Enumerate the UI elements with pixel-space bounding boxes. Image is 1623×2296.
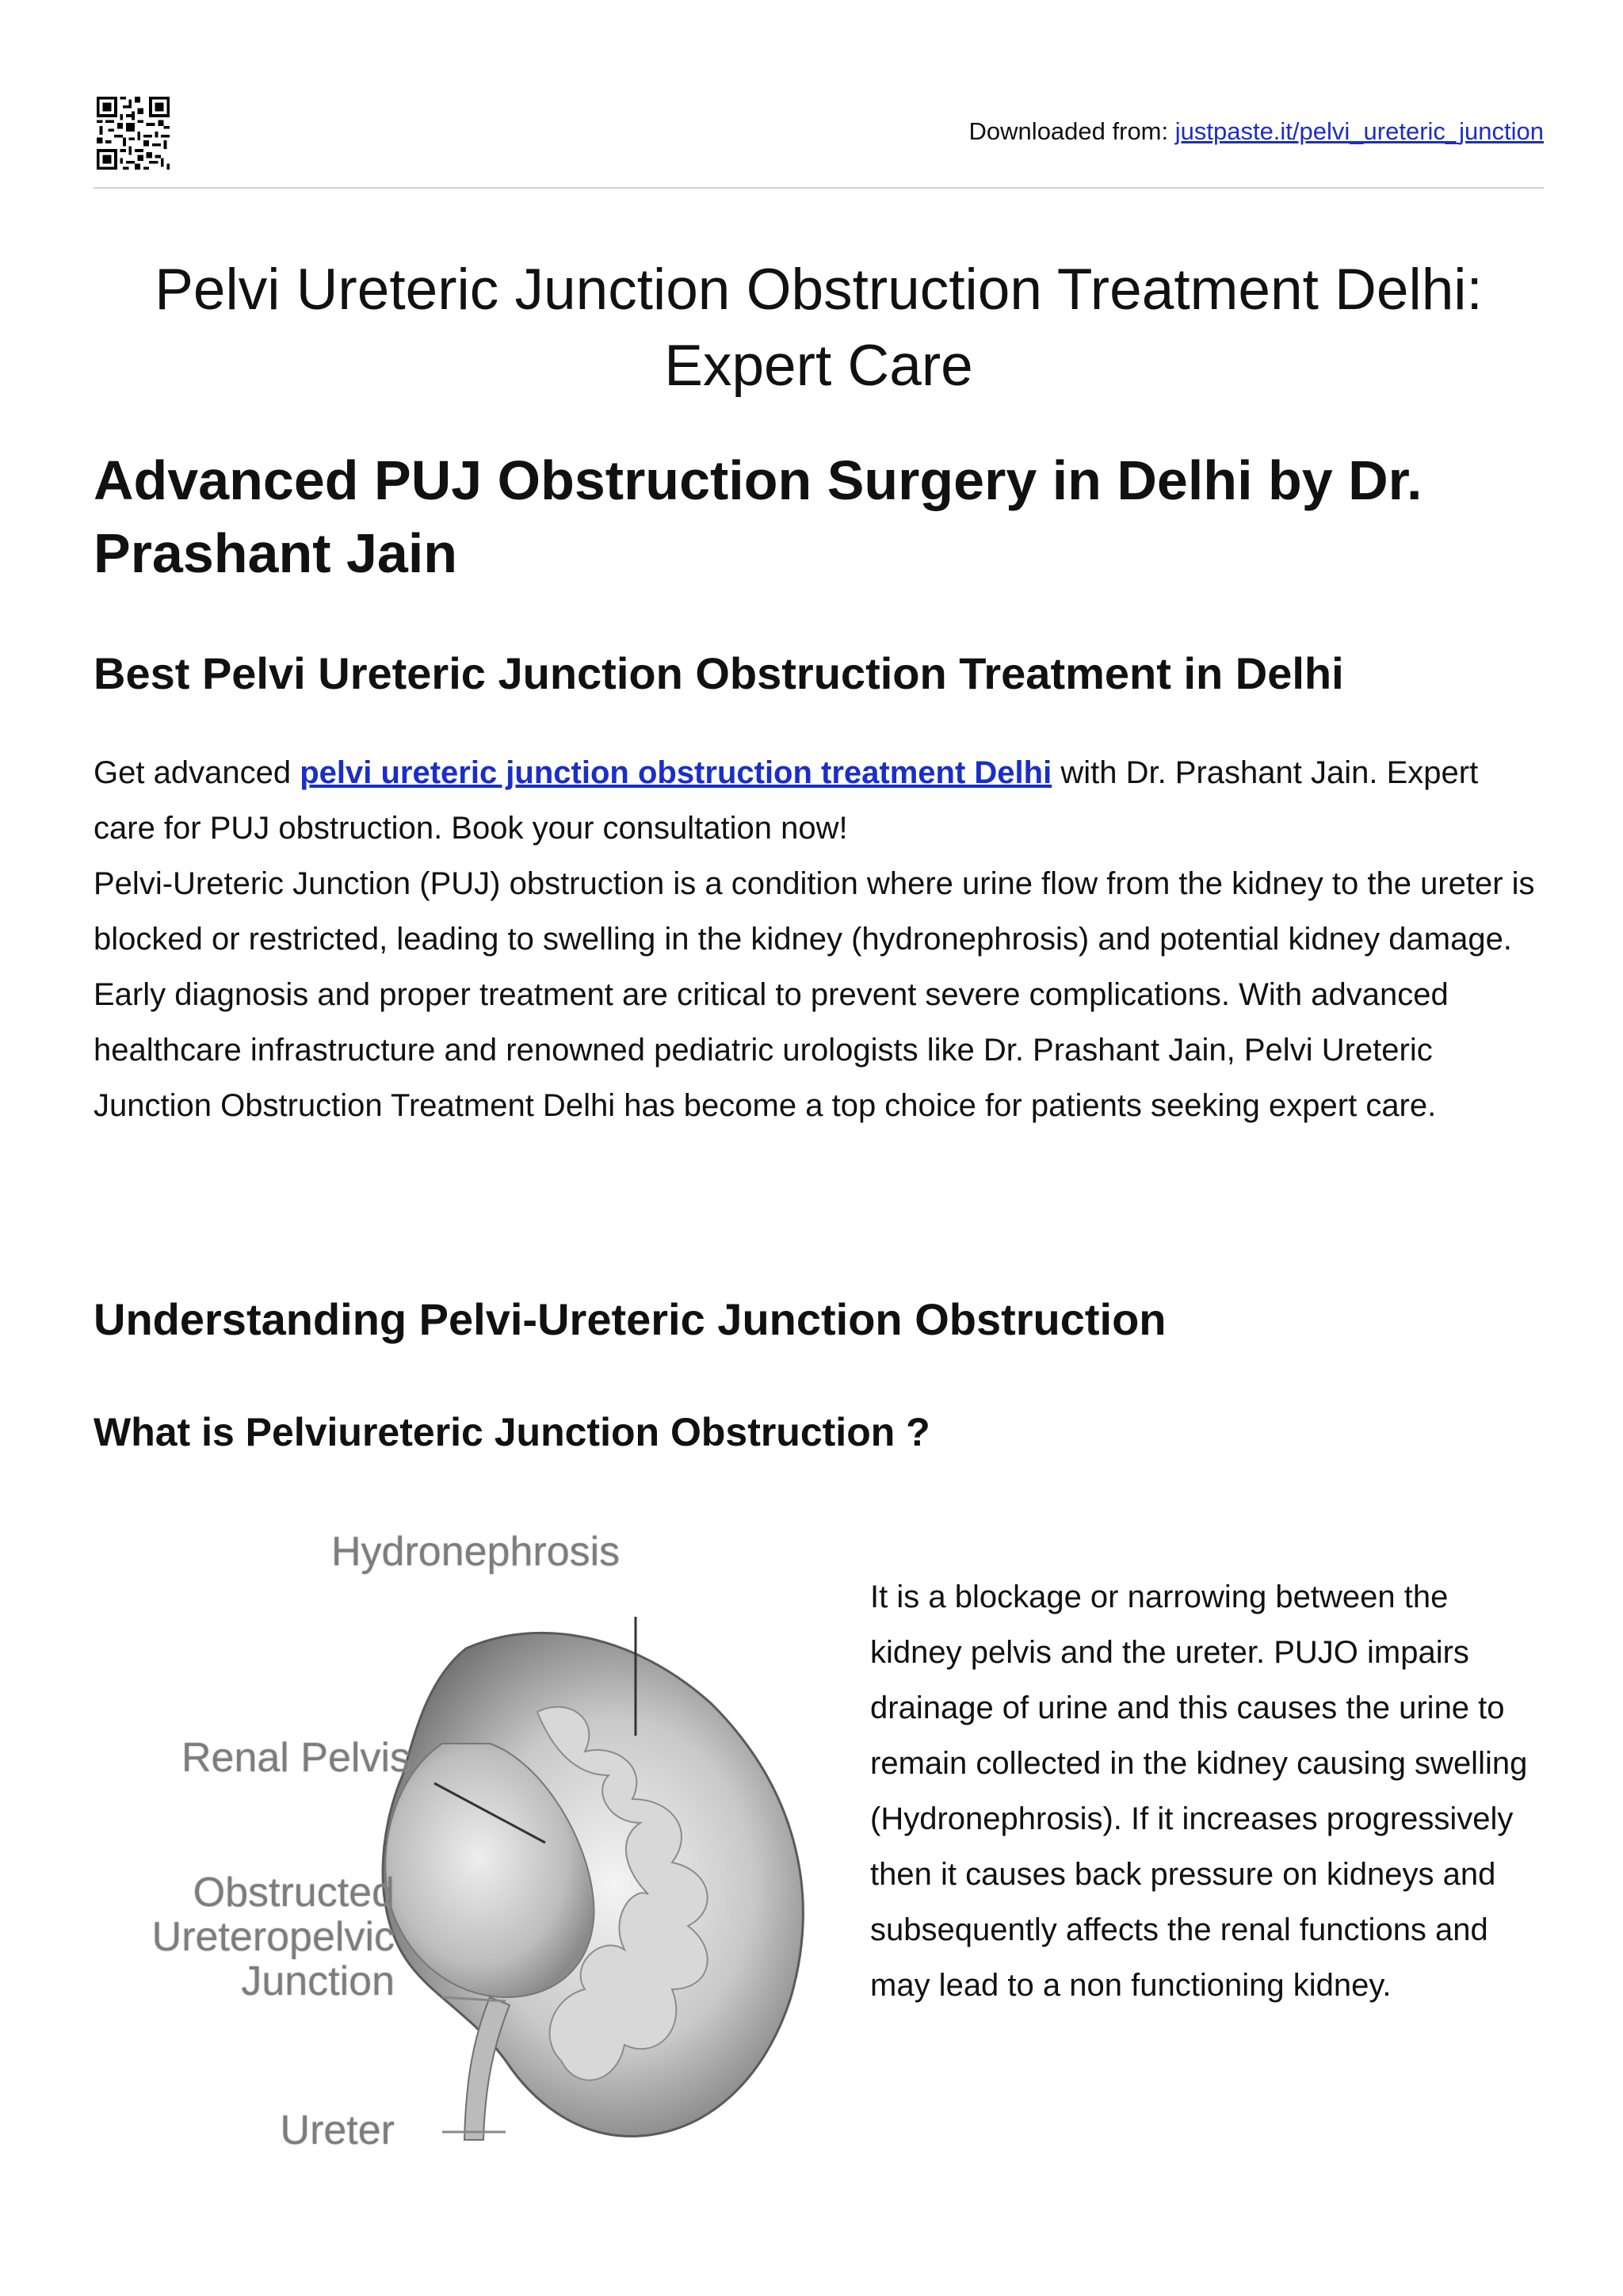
intro-paragraph xyxy=(94,745,1544,1133)
label-ureter: Ureter xyxy=(280,2107,395,2153)
downloaded-prefix: Downloaded from: xyxy=(968,117,1175,145)
heading-best-treatment: Best Pelvi Ureteric Junction Obstruction Treatment in Delhi xyxy=(94,648,1344,698)
source-link[interactable]: justpaste.it/pelvi_ureteric_junction xyxy=(1174,117,1544,145)
heading-understanding: Understanding Pelvi-Ureteric Junction Obstruction xyxy=(94,1294,1167,1344)
page-title-line2: Expert Care xyxy=(664,334,973,398)
treatment-link[interactable]: pelvi ureteric junction obstruction treatment Delhi xyxy=(300,755,1052,790)
page-header xyxy=(94,94,1544,189)
heading-main: Advanced PUJ Obstruction Surgery in Delhi by Dr. Prashant Jain xyxy=(94,449,1423,584)
qr-code-icon xyxy=(97,97,170,170)
page-title xyxy=(94,252,1544,404)
intro-body: Pelvi-Ureteric Junction (PUJ) obstruction is a condition where urine flow from the kidney to the ureter is blocked or restricted, leading to swelling in the kidney (hydronephrosis) and potential kidney damage. Early diagnosis and proper treatment are critical to prevent severe complications. With advanced healthcare infrastructure and renowned pediatric urologists like Dr. Prashant Jain, Pelvi Ureteric Junction Obstruction Treatment Delhi has become a top choice for patients seeking expert care. xyxy=(94,866,1535,1123)
label-obstructed-line2: Ureteropelvic xyxy=(151,1914,395,1960)
page-title-line1: Pelvi Ureteric Junction Obstruction Treatment Delhi: xyxy=(155,258,1483,322)
label-obstructed-junction xyxy=(94,1870,395,2004)
figure-description: It is a blockage or narrowing between the kidney pelvis and the ureter. PUJO impairs drainage of urine and this causes the urine to remain collected in the kidney causing swelling (Hydronephrosis). If it increases progressively then it causes back pressure on kidneys and subsequently affects the renal functions and may lead to a non functioning kidney. xyxy=(870,1580,1528,2003)
label-obstructed-line3: Junction xyxy=(241,1958,395,2004)
label-obstructed-line1: Obstructed xyxy=(193,1870,395,1916)
intro-before-link: Get advanced xyxy=(94,755,300,790)
label-renal-pelvis: Renal Pelvis xyxy=(181,1735,411,1781)
intro-after-link: with Dr. Prashant Jain. Expert care for PUJ obstruction. Book your consultation now! xyxy=(94,755,1479,846)
downloaded-from xyxy=(969,117,1544,146)
label-hydronephrosis: Hydronephrosis xyxy=(331,1529,621,1575)
kidney-illustration xyxy=(94,1522,854,2172)
kidney-diagram xyxy=(94,1522,854,2172)
heading-what-is: What is Pelviureteric Junction Obstruction ? xyxy=(94,1410,930,1454)
